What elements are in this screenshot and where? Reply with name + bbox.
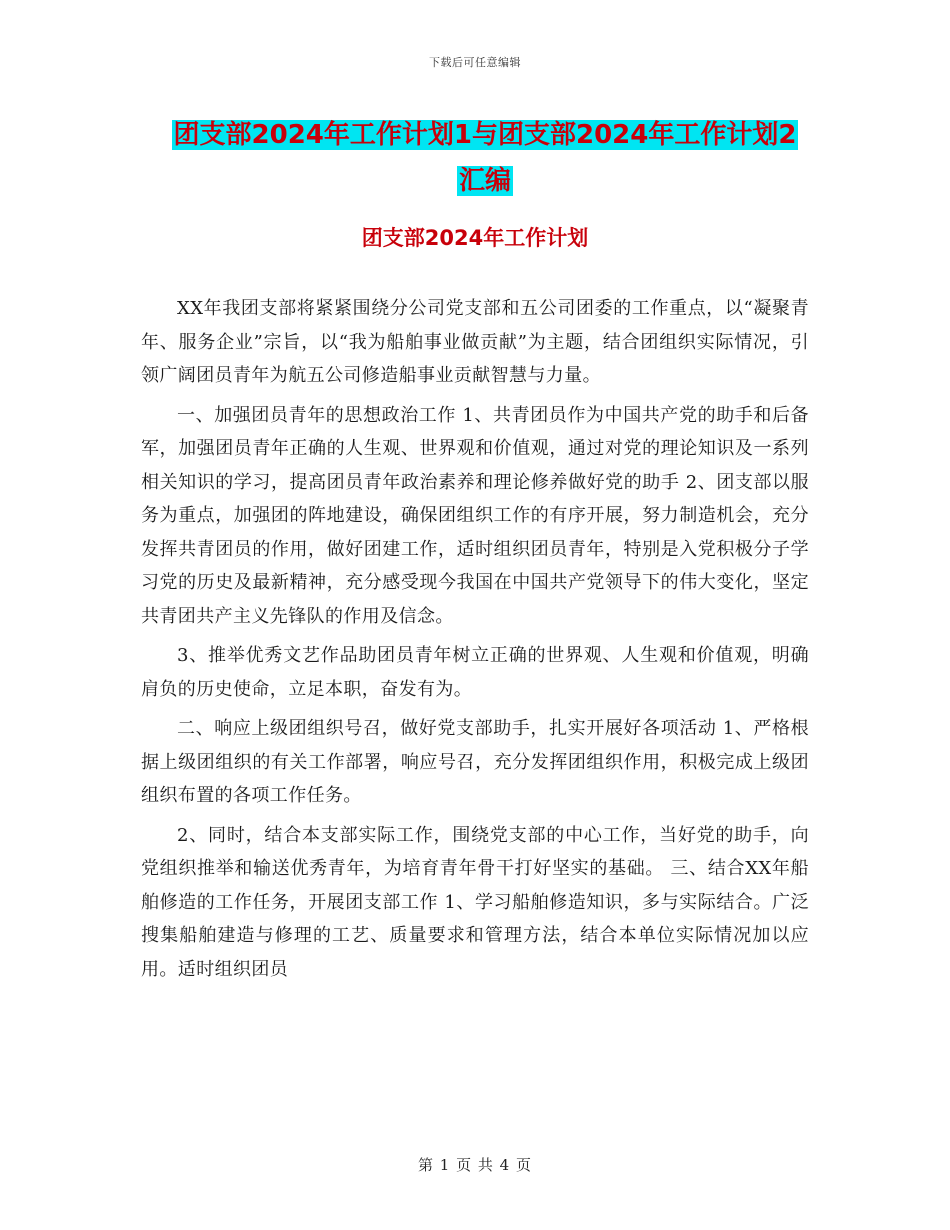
document-title bbox=[140, 112, 830, 204]
paragraph: 3、推举优秀文艺作品助团员青年树立正确的世界观、人生观和价值观，明确肩负的历史使命，立足本职，奋发有为。 bbox=[141, 645, 809, 700]
section-title: 团支部2024年工作计划 bbox=[361, 226, 589, 250]
document-title-line2: 汇编 bbox=[458, 166, 511, 196]
paragraph: 2、同时，结合本支部实际工作，围绕党支部的中心工作，当好党的助手，向党组织推举和输送优秀青年，为培育青年骨干打好坚实的基础。 三、结合XX年船舶修造的工作任务，开展团支部工作 1、学习船舶修造知识，多与实际结合。广泛搜集船舶建造与修理的工艺、质量要求和管理方法，结合本单位实际情况加以应用。适时组织团员 bbox=[141, 824, 809, 980]
paragraph: 二、响应上级团组织号召，做好党支部助手，扎实开展好各项活动 1、严格根据上级团组织的有关工作部署，响应号召，充分发挥团组织作用，积极完成上级团组织布置的各项工作任务。 bbox=[141, 718, 809, 806]
page-header: 下载后可任意编辑 bbox=[429, 56, 521, 69]
paragraph: XX年我团支部将紧紧围绕分公司党支部和五公司团委的工作重点，以“凝聚青年、服务企业”宗旨，以“我为船舶事业做贡献”为主题，结合团组织实际情况，引领广阔团员青年为航五公司修造船事业贡献智慧与力量。 bbox=[141, 298, 809, 386]
document-body bbox=[141, 292, 809, 992]
page-footer: 第 1 页 共 4 页 bbox=[418, 1156, 532, 1174]
paragraph: 一、加强团员青年的思想政治工作 1、共青团员作为中国共产党的助手和后备军，加强团员青年正确的人生观、世界观和价值观，通过对党的理论知识及一系列相关知识的学习，提高团员青年政治素养和理论修养做好党的助手 2、团支部以服务为重点，加强团的阵地建设，确保团组织工作的有序开展，努力制造机会，充分发挥共青团员的作用，做好团建工作，适时组织团员青年，特别是入党积极分子学习党的历史及最新精神，充分感受现今我国在中国共产党领导下的伟大变化，坚定共青团共产主义先锋队的作用及信念。 bbox=[141, 404, 809, 627]
document-title-line1: 团支部2024年工作计划1与团支部2024年工作计划2 bbox=[173, 120, 797, 150]
